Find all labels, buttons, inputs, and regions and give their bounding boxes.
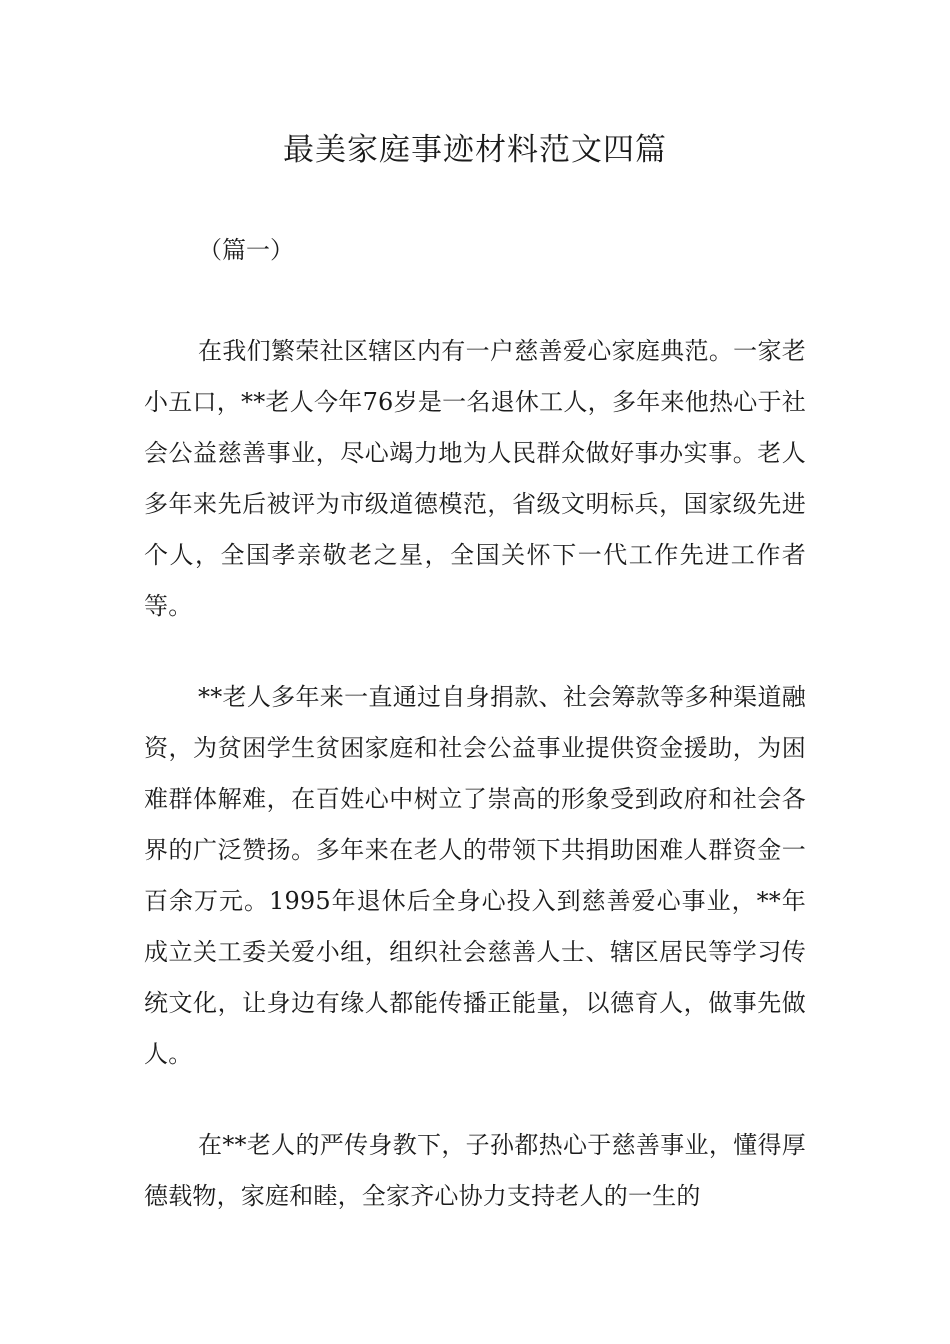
section-label: （篇一） — [198, 236, 294, 264]
paragraph-2: **老人多年来一直通过自身捐款、社会筹款等多种渠道融资，为贫困学生贫困家庭和社会公益事业提供资金援助，为困难群体解难，在百姓心中树立了崇高的形象受到政府和社会各界的广泛赞扬。多年来在老人的带领下共捐助困难人群资金一百余万元。1995年退休后全身心投入到慈善爱心事业，**年成立关工委关爱小组，组织社会慈善人士、辖区居民等学习传统文化，让身边有缘人都能传播正能量，以德育人，做事先做人。 — [144, 683, 806, 1068]
document-title: 最美家庭事迹材料范文四篇 — [283, 132, 667, 168]
paragraph-3: 在**老人的严传身教下，子孙都热心于慈善事业，懂得厚德载物，家庭和睦，全家齐心协力支持老人的一生的 — [144, 1131, 806, 1210]
paragraph-1: 在我们繁荣社区辖区内有一户慈善爱心家庭典范。一家老小五口，**老人今年76岁是一名退休工人，多年来他热心于社会公益慈善事业，尽心竭力地为人民群众做好事办实事。老人多年来先后被评为市级道德模范，省级文明标兵，国家级先进个人，全国孝亲敬老之星，全国关怀下一代工作先进工作者等。 — [144, 337, 806, 620]
